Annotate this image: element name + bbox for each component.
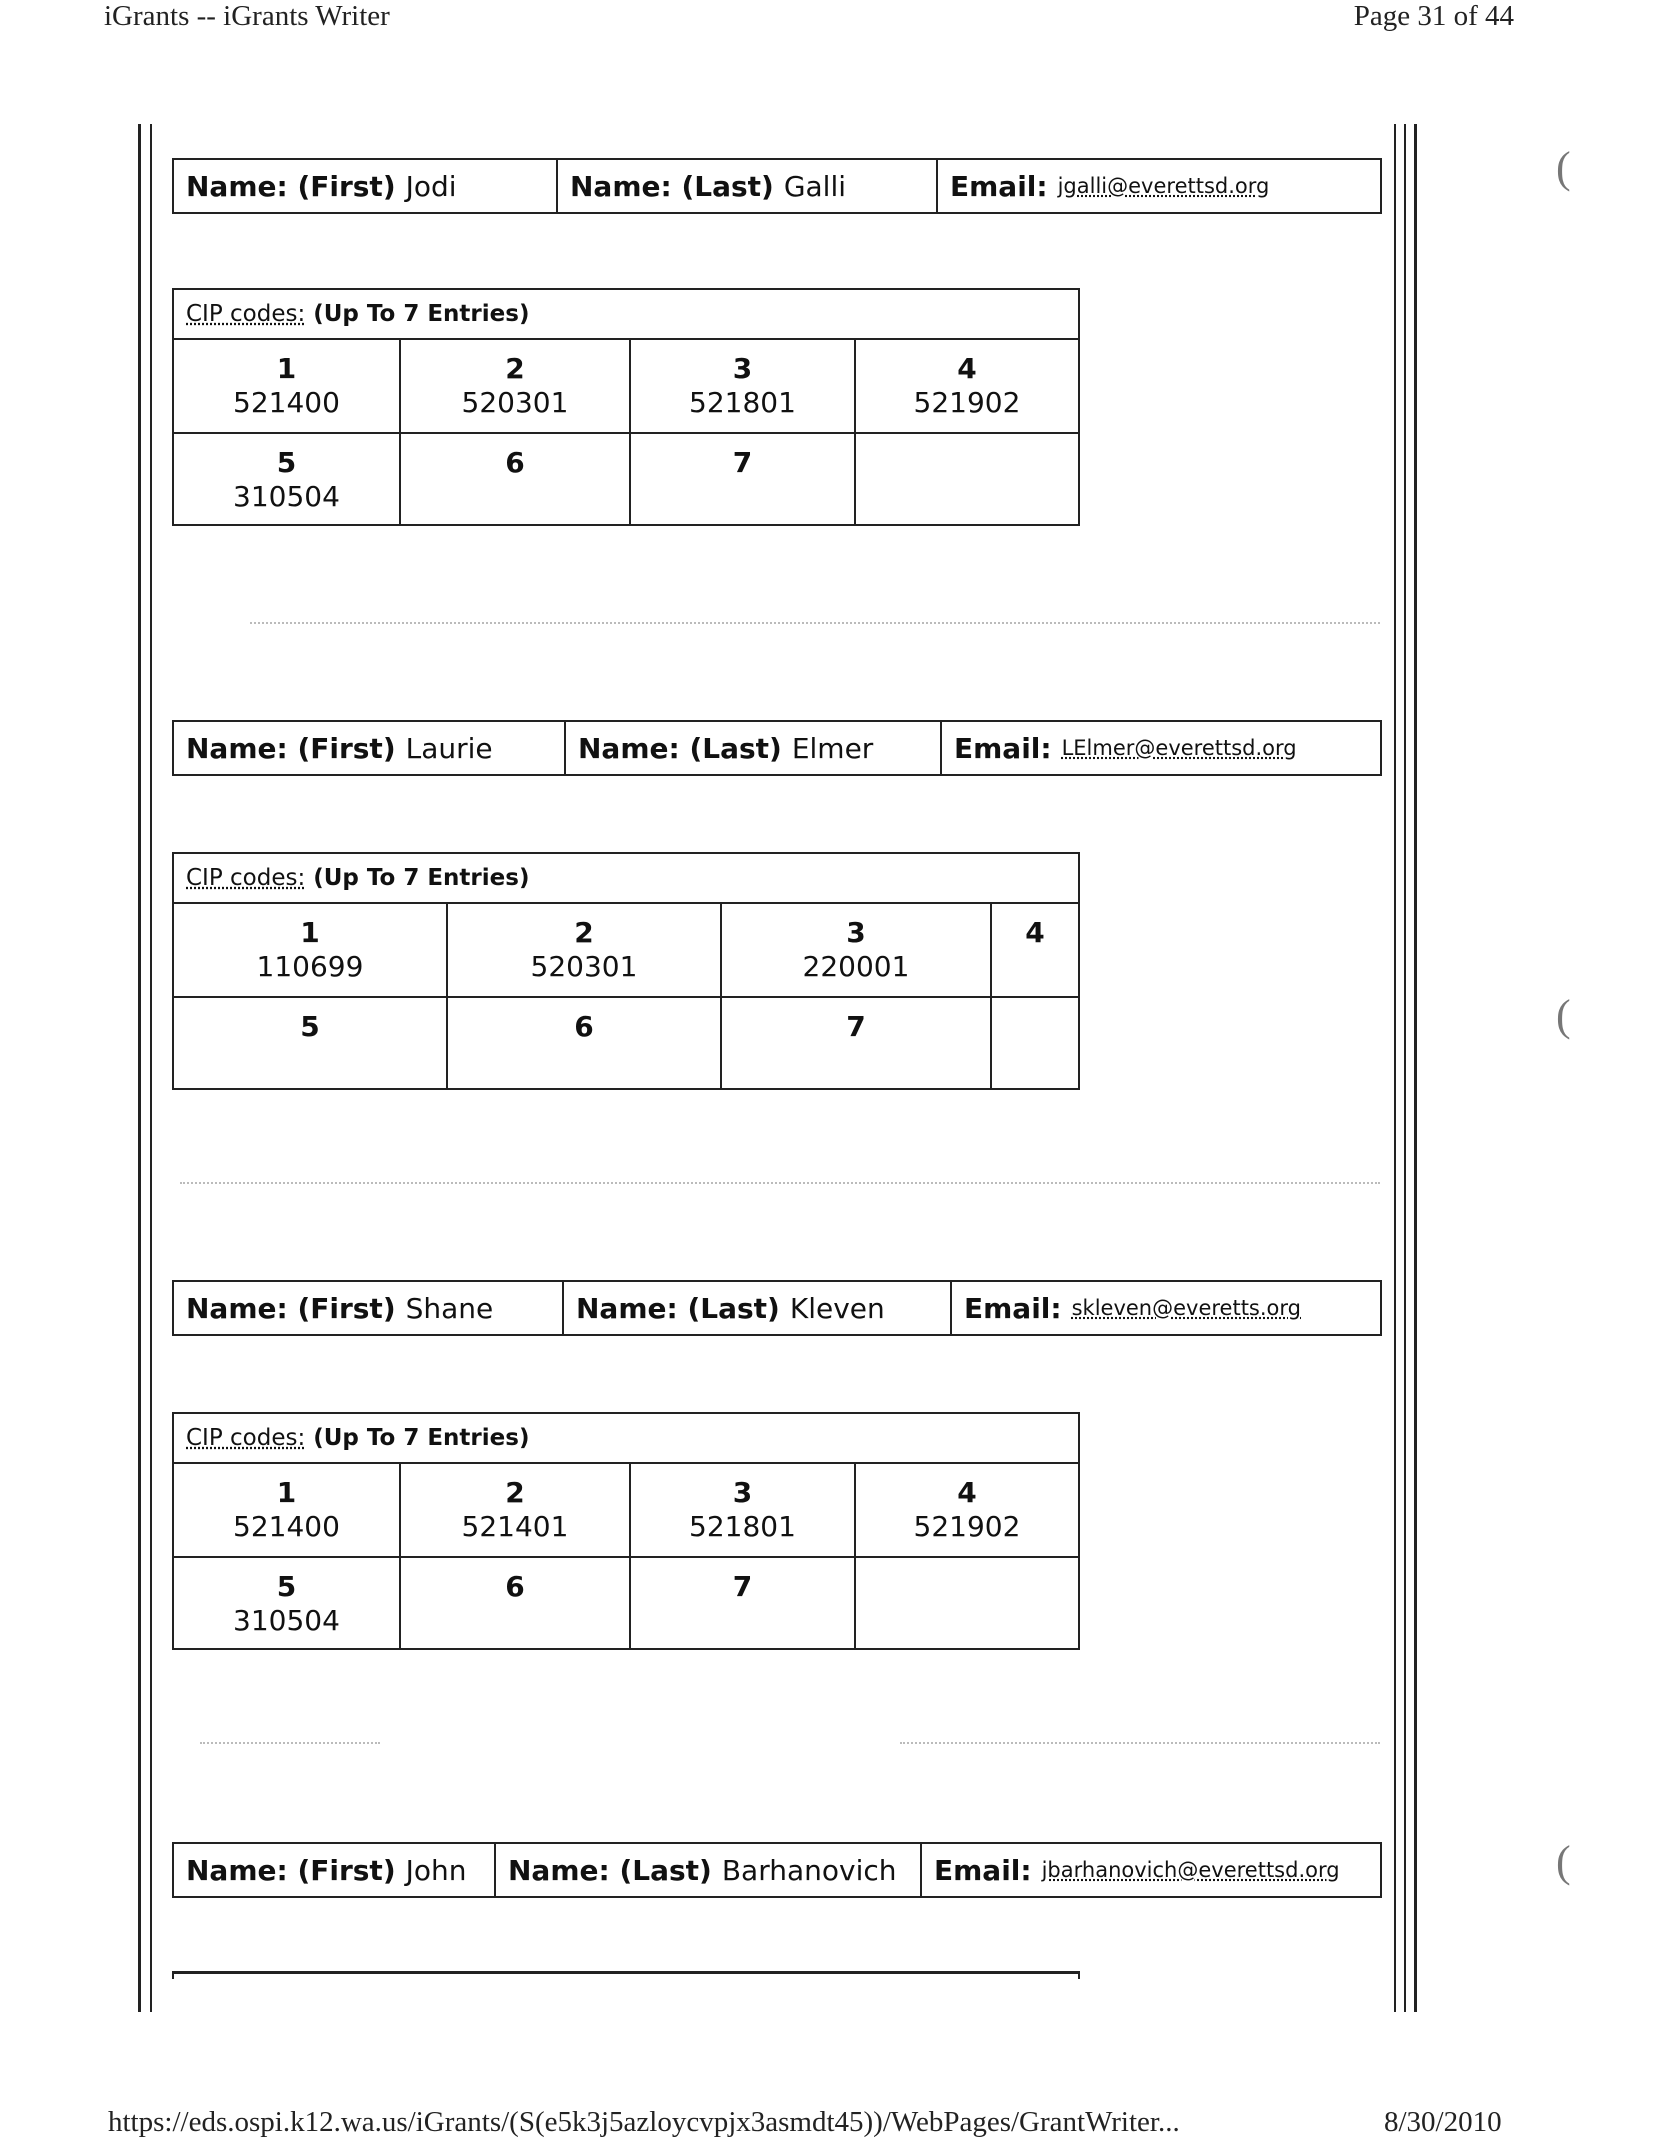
cip-number: 3 (846, 916, 866, 949)
frame-line-left-inner (150, 124, 152, 2012)
cip-cell (399, 340, 629, 432)
cip-number: 5 (300, 1010, 320, 1043)
cip-number: 7 (846, 1010, 866, 1043)
cip-cell (174, 1464, 399, 1556)
cip-cell (174, 434, 399, 524)
dotted-separator (250, 622, 1380, 624)
cip-cell (399, 434, 629, 524)
page-number: Page 31 of 44 (1353, 0, 1514, 32)
first-name-cell (174, 1282, 562, 1334)
cip-cell (990, 904, 1078, 996)
cip-cell (629, 1558, 854, 1648)
cip-number: 3 (732, 352, 753, 385)
cip-value: 520301 (461, 386, 569, 419)
email-link[interactable]: jgalli@everettsd.org (1057, 174, 1270, 198)
email-cell (940, 722, 1380, 774)
last-name-cell (494, 1844, 920, 1896)
page-header-title: iGrants -- iGrants Writer (104, 0, 390, 32)
email-label: Email: (964, 1291, 1062, 1325)
cip-codes-link[interactable]: CIP codes: (186, 865, 306, 891)
name-bar-person-1 (172, 158, 1382, 214)
email-label: Email: (934, 1853, 1032, 1887)
cip-table-person-2 (172, 852, 1080, 1090)
cip-number: 7 (732, 446, 753, 479)
cip-cell (399, 1464, 629, 1556)
cip-row (174, 996, 1078, 1088)
cip-cell (854, 1558, 1078, 1648)
cip-value: 110699 (256, 950, 364, 983)
cip-number: 4 (1025, 916, 1045, 949)
cip-number: 7 (732, 1570, 753, 1603)
cip-number: 2 (505, 1476, 525, 1509)
cip-cell (854, 340, 1078, 432)
cip-number: 3 (732, 1476, 753, 1509)
email-link[interactable]: LElmer@everettsd.org (1061, 736, 1297, 760)
cip-value: 521902 (913, 1510, 1021, 1543)
name-bar-person-2 (172, 720, 1382, 776)
dotted-separator (180, 1182, 1380, 1184)
cip-codes-link[interactable]: CIP codes: (186, 301, 306, 327)
last-name-cell (564, 722, 940, 774)
cip-cell (629, 434, 854, 524)
cip-title (174, 854, 1078, 904)
page-footer-date: 8/30/2010 (1384, 2106, 1502, 2138)
last-name-label: Name: (Last) (578, 731, 782, 765)
cip-number: 4 (957, 1476, 977, 1509)
cip-cell (854, 1464, 1078, 1556)
cip-number: 1 (276, 352, 297, 385)
frame-line-right-mid (1404, 124, 1406, 2012)
first-name-cell (174, 722, 564, 774)
first-name-value: Laurie (405, 731, 493, 765)
last-name-cell (562, 1282, 950, 1334)
cip-table-person-3 (172, 1412, 1080, 1650)
name-bar-person-3 (172, 1280, 1382, 1336)
last-name-label: Name: (Last) (576, 1291, 780, 1325)
cip-table-stub (172, 1971, 1080, 1979)
first-name-label: Name: (First) (186, 1853, 396, 1887)
cip-title (174, 290, 1078, 340)
cip-note: (Up To 7 Entries) (313, 1425, 530, 1451)
cip-cell (854, 434, 1078, 524)
cip-table-person-1 (172, 288, 1080, 526)
last-name-value: Barhanovich (721, 1853, 897, 1887)
frame-line-left-outer (138, 124, 141, 2012)
cip-cell (720, 904, 990, 996)
frame-line-right-outer (1414, 124, 1417, 2012)
cip-cell (399, 1558, 629, 1648)
last-name-cell (556, 160, 936, 212)
last-name-value: Kleven (789, 1291, 885, 1325)
cip-value: 521801 (689, 1510, 796, 1543)
cip-title (174, 1414, 1078, 1464)
dotted-separator (200, 1742, 380, 1744)
last-name-value: Galli (783, 169, 847, 203)
cip-cell (174, 998, 446, 1088)
page-footer-url: https://eds.ospi.k12.wa.us/iGrants/(S(e5k3j5azloycvpjx3asmdt45))/WebPages/GrantWriter... (108, 2106, 1180, 2138)
cip-number: 2 (574, 916, 594, 949)
cip-value: 521401 (461, 1510, 569, 1543)
cip-value: 521902 (913, 386, 1021, 419)
last-name-label: Name: (Last) (570, 169, 774, 203)
cip-cell (990, 998, 1078, 1088)
dotted-separator (900, 1742, 1380, 1744)
first-name-cell (174, 160, 556, 212)
cip-value: 310504 (233, 480, 340, 513)
margin-mark: ( (1556, 1837, 1571, 1886)
email-cell (920, 1844, 1380, 1896)
last-name-value: Elmer (791, 731, 874, 765)
cip-value: 521801 (689, 386, 796, 419)
cip-number: 2 (505, 352, 525, 385)
cip-cell (629, 1464, 854, 1556)
cip-note: (Up To 7 Entries) (313, 301, 530, 327)
first-name-label: Name: (First) (186, 1291, 396, 1325)
cip-cell (629, 340, 854, 432)
cip-number: 6 (574, 1010, 594, 1043)
cip-number: 1 (276, 1476, 297, 1509)
cip-number: 6 (505, 1570, 525, 1603)
cip-row (174, 904, 1078, 996)
cip-note: (Up To 7 Entries) (313, 865, 530, 891)
cip-row (174, 1556, 1078, 1648)
cip-cell (174, 904, 446, 996)
first-name-cell (174, 1844, 494, 1896)
cip-codes-link[interactable]: CIP codes: (186, 1425, 306, 1451)
first-name-value: Shane (405, 1291, 494, 1325)
cip-number: 6 (505, 446, 525, 479)
cip-cell (446, 998, 720, 1088)
cip-row (174, 432, 1078, 524)
email-label: Email: (954, 731, 1052, 765)
margin-mark: ( (1556, 991, 1571, 1040)
first-name-label: Name: (First) (186, 731, 396, 765)
name-bar-person-4 (172, 1842, 1382, 1898)
cip-value: 310504 (233, 1604, 340, 1637)
cip-row (174, 1464, 1078, 1556)
last-name-label: Name: (Last) (508, 1853, 712, 1887)
email-label: Email: (950, 169, 1048, 203)
email-cell (936, 160, 1380, 212)
cip-cell (174, 1558, 399, 1648)
cip-number: 5 (276, 446, 297, 479)
cip-number: 5 (276, 1570, 297, 1603)
cip-cell (720, 998, 990, 1088)
first-name-label: Name: (First) (186, 169, 396, 203)
cip-cell (446, 904, 720, 996)
cip-number: 1 (300, 916, 320, 949)
frame-line-right-inner (1394, 124, 1396, 2012)
email-link[interactable]: jbarhanovich@everettsd.org (1041, 1858, 1340, 1882)
first-name-value: Jodi (405, 169, 457, 203)
email-cell (950, 1282, 1380, 1334)
cip-value: 521400 (233, 1510, 340, 1543)
email-link[interactable]: skleven@everetts.org (1071, 1296, 1301, 1320)
cip-row (174, 340, 1078, 432)
cip-value: 521400 (233, 386, 340, 419)
cip-value: 520301 (530, 950, 638, 983)
cip-cell (174, 340, 399, 432)
cip-value: 220001 (802, 950, 910, 983)
margin-mark: ( (1556, 143, 1571, 192)
cip-number: 4 (957, 352, 977, 385)
first-name-value: John (405, 1853, 467, 1887)
